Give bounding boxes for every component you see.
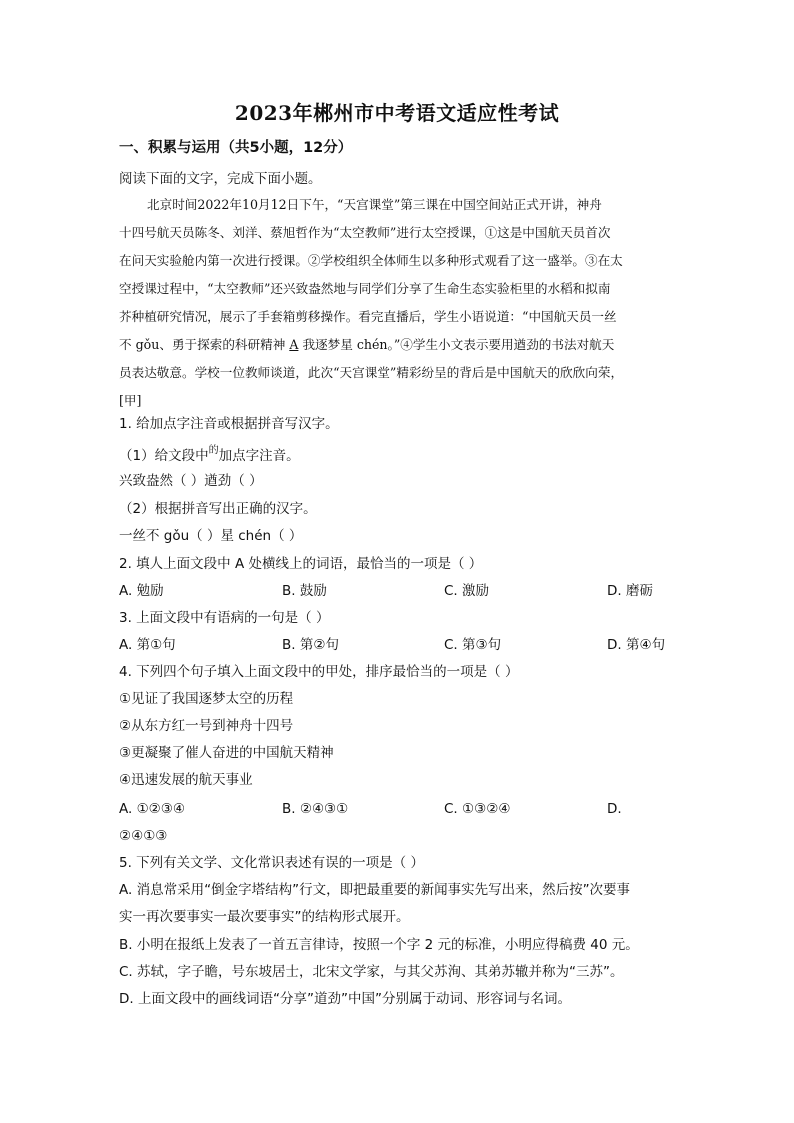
q5-option-b: B. 小明在报纸上发表了一首五言律诗，按照一个字 2 元的标准，小明应得稿费 40 元。 xyxy=(119,937,639,953)
q4-option-d-label: D. xyxy=(607,801,622,817)
passage-line: 北京时间2022年10月12日下午，“天宫课堂”第三课在中国空间站正式开讲，神舟 xyxy=(147,197,602,212)
q1-1-prefix: （1）给文段中 xyxy=(119,448,209,464)
exam-title: 2023年郴州市中考语文适应性考试 xyxy=(234,101,560,125)
blank-a: A xyxy=(289,337,299,352)
question-3: 3. 上面文段中有语病的一句是（ ） xyxy=(119,610,330,626)
question-1: 1. 给加点字注音或根据拼音写汉字。 xyxy=(119,416,339,432)
section-heading: 一、积累与运用（共5小题，12分） xyxy=(119,140,353,156)
passage-line: 芥种植研究情况，展示了手套箱剪移操作。看完直播后，学生小语说道：“中国航天员一丝 xyxy=(119,309,617,324)
question-1-part-1 xyxy=(119,447,300,467)
question-5: 5. 下列有关文学、文化常识表述有误的一项是（ ） xyxy=(119,855,424,871)
q4-sentence-3: ③更凝聚了催人奋进的中国航天精神 xyxy=(119,745,334,761)
question-2: 2. 填人上面文段中 A 处横线上的词语，最恰当的一项是（ ） xyxy=(119,556,483,572)
q2-option-c: C. 激励 xyxy=(444,583,490,599)
q3-option-a: A. 第①句 xyxy=(119,637,176,653)
q5-option-a-line-2: 实一再次要事实一最次要事实”的结构形式展开。 xyxy=(119,909,410,925)
passage-line: 十四号航天员陈冬、刘洋、蔡旭哲作为“太空教师”进行太空授课，①这是中国航天员首次 xyxy=(119,225,611,240)
q4-sentence-4: ④迅速发展的航天事业 xyxy=(119,772,253,788)
q5-option-c: C. 苏轼，字子瞻，号东坡居士，北宋文学家，与其父苏洵、其弟苏辙并称为“三苏”。 xyxy=(119,964,624,980)
question-1-part-1-items: 兴致盎然（ ）遒劲（ ） xyxy=(119,473,263,489)
question-1-part-2-items: 一丝不 gǒu（ ）星 chén（ ） xyxy=(119,528,303,544)
q4-option-a: A. ①②③④ xyxy=(119,801,185,817)
q3-option-b: B. 第②句 xyxy=(282,637,339,653)
passage-blank-jia: [甲] xyxy=(119,393,142,408)
q2-option-a: A. 勉励 xyxy=(119,583,164,599)
q3-option-d: D. 第④句 xyxy=(607,637,666,653)
q1-1-suffix: 加点字注音。 xyxy=(218,448,300,464)
passage-line xyxy=(119,336,614,354)
q4-sentence-2: ②从东方红一号到神舟十四号 xyxy=(119,718,294,734)
passage-line: 员表达敬意。学校一位教师谈道，此次“天宫课堂”精彩纷呈的背后是中国航天的欣欣向荣， xyxy=(119,365,624,380)
question-1-part-2: （2）根据拼音写出正确的汉字。 xyxy=(119,501,317,517)
passage-text: 我逐梦星 chén。”④学生小文表示要用遒劲的书法对航天 xyxy=(302,337,615,352)
passage-text: 不 gǒu、勇于探索的科研精神 xyxy=(119,337,286,352)
q1-1-superscript: 的 xyxy=(208,445,219,456)
question-4: 4. 下列四个句子填入上面文段中的甲处，排序最恰当的一项是（ ） xyxy=(119,664,519,680)
q2-option-b: B. 鼓励 xyxy=(282,583,327,599)
q5-option-a-line-1: A. 消息常采用“倒金字塔结构”行文，即把最重要的新闻事实先写出来，然后按”次要事 xyxy=(119,882,631,898)
q3-option-c: C. 第③句 xyxy=(444,637,502,653)
q4-sentence-1: ①见证了我国逐梦太空的历程 xyxy=(119,691,294,707)
reading-instruction: 阅读下面的文字，完成下面小题。 xyxy=(119,171,322,187)
q4-option-d-text: ②④①③ xyxy=(119,828,168,844)
q5-option-d: D. 上面文段中的画线词语“分享”道劲”中国”分别属于动词、形容词与名词。 xyxy=(119,991,571,1007)
q4-option-c: C. ①③②④ xyxy=(444,801,511,817)
q2-option-d: D. 磨砺 xyxy=(607,583,653,599)
passage-line: 空授课过程中，“太空教师”还兴致盎然地与同学们分享了生命生态实验柜里的水稻和拟南 xyxy=(119,281,611,296)
passage-line: 在问天实验舱内第一次进行授课。②学校组织全体师生以多种形式观看了这一盛举。③在太 xyxy=(119,253,623,268)
q4-option-b: B. ②④③① xyxy=(282,801,349,817)
